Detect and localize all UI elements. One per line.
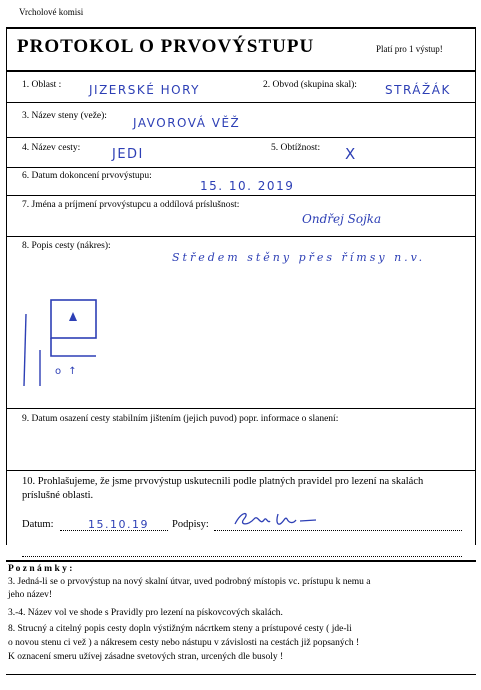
notes-heading: P o z n á m k y :	[8, 564, 73, 574]
frame-right	[475, 27, 476, 545]
popis-label: 8. Popis cesty (nákres):	[22, 241, 111, 251]
notes-line: 8. Strucný a citelný popis cesty dopln výstižným nácrtkem steny a prístupové cesty ( jde-li	[8, 624, 352, 634]
sketch-mark: o ↑	[55, 366, 79, 377]
row-divider-6	[6, 195, 476, 196]
org-label: Vrcholové komisi	[19, 7, 84, 17]
row-divider-3	[6, 137, 476, 138]
stena-label: 3. Název steny (veže):	[22, 111, 107, 121]
oblast-value[interactable]: JIZERSKÉ HORY	[89, 83, 200, 97]
datum-label: 6. Datum dokoncení prvovýstupu:	[22, 171, 152, 181]
validity-note: Platí pro 1 výstup!	[376, 44, 443, 54]
top-border	[6, 27, 476, 29]
frame-left	[6, 27, 7, 545]
sketch-wall-left	[24, 314, 26, 386]
title-divider	[6, 70, 476, 72]
notes-line: jeho název!	[8, 590, 53, 600]
notes-divider	[6, 560, 476, 562]
jmena-value[interactable]: Ondřej Sojka	[302, 212, 382, 226]
cesta-label: 4. Název cesty:	[22, 143, 81, 153]
obvod-value[interactable]: STRÁŽÁK	[385, 83, 451, 97]
obvod-label: 2. Obvod (skupina skal):	[263, 80, 357, 90]
jmena-label: 7. Jména a príjmení prvovýstupcu a oddílová príslušnost:	[22, 200, 240, 210]
popis-value[interactable]: Středem stěny přes římsy n.v.	[172, 251, 426, 264]
signature[interactable]	[230, 506, 325, 532]
row-divider-7	[6, 236, 476, 237]
notes-line: K oznacení smeru užívej zásadne svetových stran, urcených dle busoly !	[8, 652, 284, 662]
notes-line: 3.-4. Název vol ve shode s Pravidly pro lezení na pískovcových skalách.	[8, 608, 283, 618]
osazeni-label: 9. Datum osazení cesty stabilním jištením (jejich puvod) popr. informace o slanení:	[22, 414, 339, 424]
obtiznost-value[interactable]: X	[345, 145, 357, 163]
decl-podpisy-label: Podpisy:	[172, 519, 209, 530]
row-divider-8	[6, 408, 476, 409]
declaration-line1: 10. Prohlašujeme, že jsme prvovýstup uskutecnili podle platných pravidel pro lezení na skalách	[22, 476, 424, 487]
row-divider-9	[6, 470, 476, 471]
bottom-border	[6, 674, 476, 675]
row-divider-1	[6, 102, 476, 103]
notes-line: o novou stenu ci vež ) a nákresem cesty nebo nástupu v závislosti na cestách již popsaných !	[8, 638, 360, 648]
declaration-line2: príslušné oblasti.	[22, 490, 94, 501]
obtiznost-label: 5. Obtížnost:	[271, 143, 321, 153]
oblast-label: 1. Oblast :	[22, 80, 62, 90]
cesta-value[interactable]: JEDI	[112, 147, 144, 162]
decl-datum-value[interactable]: 15.10.19	[88, 518, 149, 531]
decl-extra-line	[22, 556, 462, 557]
datum-value[interactable]: 15. 10. 2019	[200, 179, 295, 193]
decl-datum-label: Datum:	[22, 519, 54, 530]
arrow-up-icon	[69, 312, 77, 321]
notes-line: 3. Jedná-li se o prvovýstup na nový skalní útvar, uved podrobný místopis vc. prístupu k nemu a	[8, 577, 371, 587]
form-title: PROTOKOL O PRVOVÝSTUPU	[17, 36, 315, 57]
stena-value[interactable]: JAVOROVÁ VĚŽ	[133, 116, 241, 130]
sketch-ledge	[51, 338, 96, 356]
row-divider-4	[6, 167, 476, 168]
